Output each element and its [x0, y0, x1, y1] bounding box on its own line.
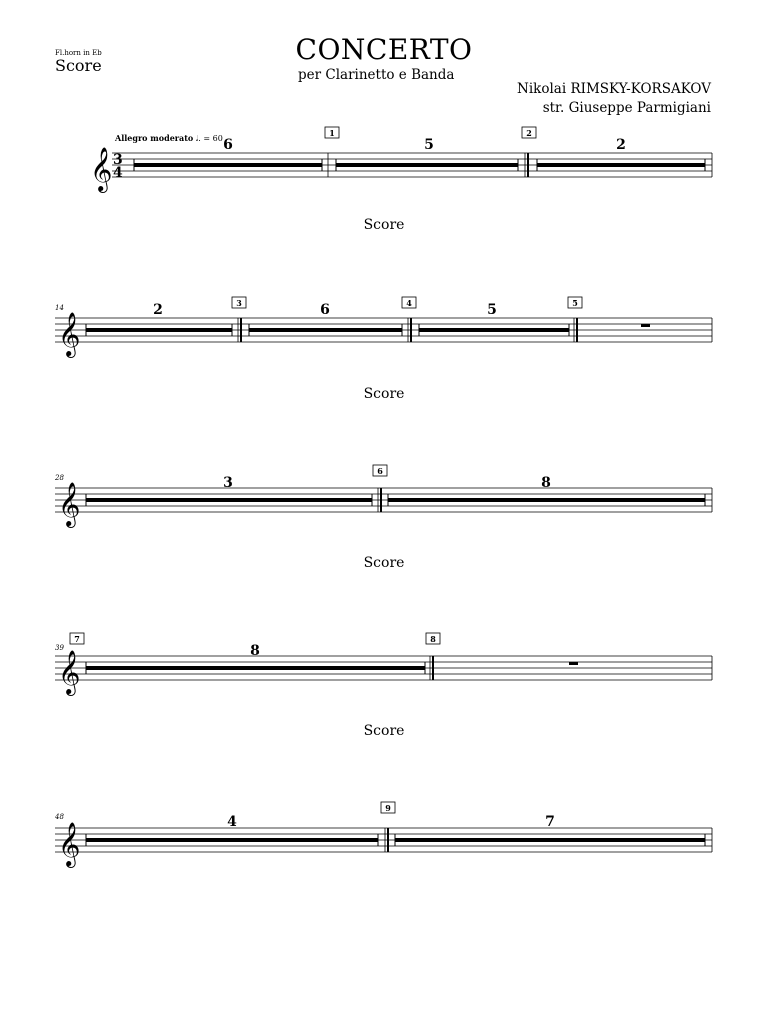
rest-count: 6 [223, 137, 233, 153]
rest-count: 2 [616, 137, 626, 153]
svg-text:8: 8 [430, 634, 436, 644]
time-signature-top: 3 [113, 152, 123, 168]
rehearsal-mark [426, 633, 440, 644]
multi-measure-rest [134, 137, 322, 171]
tempo-text: Allegro moderato [115, 133, 194, 143]
instrument-name: Score [55, 56, 102, 75]
page-footer-score: Score [363, 723, 405, 739]
multi-measure-rest [249, 302, 402, 336]
multi-measure-rest [86, 814, 378, 846]
multi-measure-rest [336, 137, 518, 171]
rest-count: 8 [541, 475, 551, 491]
svg-text:6: 6 [377, 466, 383, 476]
rehearsal-mark [70, 633, 84, 644]
bar-number: 14 [55, 304, 64, 312]
svg-text:2: 2 [526, 128, 532, 138]
piece-subtitle: per Clarinetto e Banda [298, 67, 455, 83]
whole-rest-icon [569, 662, 578, 665]
rehearsal-mark [373, 465, 387, 476]
tempo-value: = 60 [203, 134, 223, 143]
rehearsal-mark [402, 297, 416, 308]
treble-clef-icon: 𝄞 [90, 147, 113, 191]
staff-system-3 [0, 463, 768, 533]
treble-clef-icon: 𝄞 [58, 312, 81, 356]
rehearsal-mark [522, 127, 536, 138]
instrument-name-small: Fl.horn in Eb [55, 49, 102, 57]
svg-text:3: 3 [236, 298, 242, 308]
piece-title: CONCERTO [295, 33, 473, 66]
rehearsal-mark [325, 127, 339, 138]
staff-system-2 [0, 295, 768, 365]
svg-text:4: 4 [406, 298, 412, 308]
rehearsal-mark [232, 297, 246, 308]
bar-number: 48 [55, 813, 64, 821]
staff-system-1 [0, 130, 768, 200]
rest-count: 6 [320, 302, 330, 318]
rest-count: 7 [545, 814, 555, 830]
multi-measure-rest [419, 302, 569, 336]
bar-number: 28 [55, 474, 64, 482]
time-signature-bottom: 4 [113, 165, 123, 181]
composer: Nikolai RIMSKY-KORSAKOV [517, 81, 711, 97]
rest-count: 8 [250, 643, 260, 659]
page-footer-score: Score [363, 217, 405, 233]
svg-text:9: 9 [385, 803, 391, 813]
rest-count: 5 [424, 137, 434, 153]
rehearsal-mark [568, 297, 582, 308]
treble-clef-icon: 𝄞 [58, 822, 81, 866]
multi-measure-rest [388, 475, 705, 506]
svg-text:7: 7 [74, 634, 80, 644]
multi-measure-rest [86, 302, 232, 336]
dotted-half-note-icon: 𝅗𝅥. [195, 134, 201, 143]
treble-clef-icon: 𝄞 [58, 650, 81, 694]
multi-measure-rest [86, 475, 372, 506]
staff-system-5 [0, 800, 768, 870]
arranger: str. Giuseppe Parmigiani [542, 100, 711, 116]
svg-text:1: 1 [329, 128, 335, 138]
staff-system-4 [0, 630, 768, 700]
rest-count: 3 [223, 475, 233, 491]
svg-text:5: 5 [572, 298, 578, 308]
whole-rest-icon [641, 324, 650, 327]
rest-count: 4 [227, 814, 237, 830]
page-footer-score: Score [363, 555, 405, 571]
bar-number: 39 [55, 644, 64, 652]
multi-measure-rest [395, 814, 705, 846]
rehearsal-mark [381, 802, 395, 813]
page-footer-score: Score [363, 386, 405, 402]
rest-count: 2 [153, 302, 163, 318]
multi-measure-rest [537, 137, 705, 171]
rest-count: 5 [487, 302, 497, 318]
treble-clef-icon: 𝄞 [58, 482, 81, 526]
multi-measure-rest [86, 643, 425, 674]
